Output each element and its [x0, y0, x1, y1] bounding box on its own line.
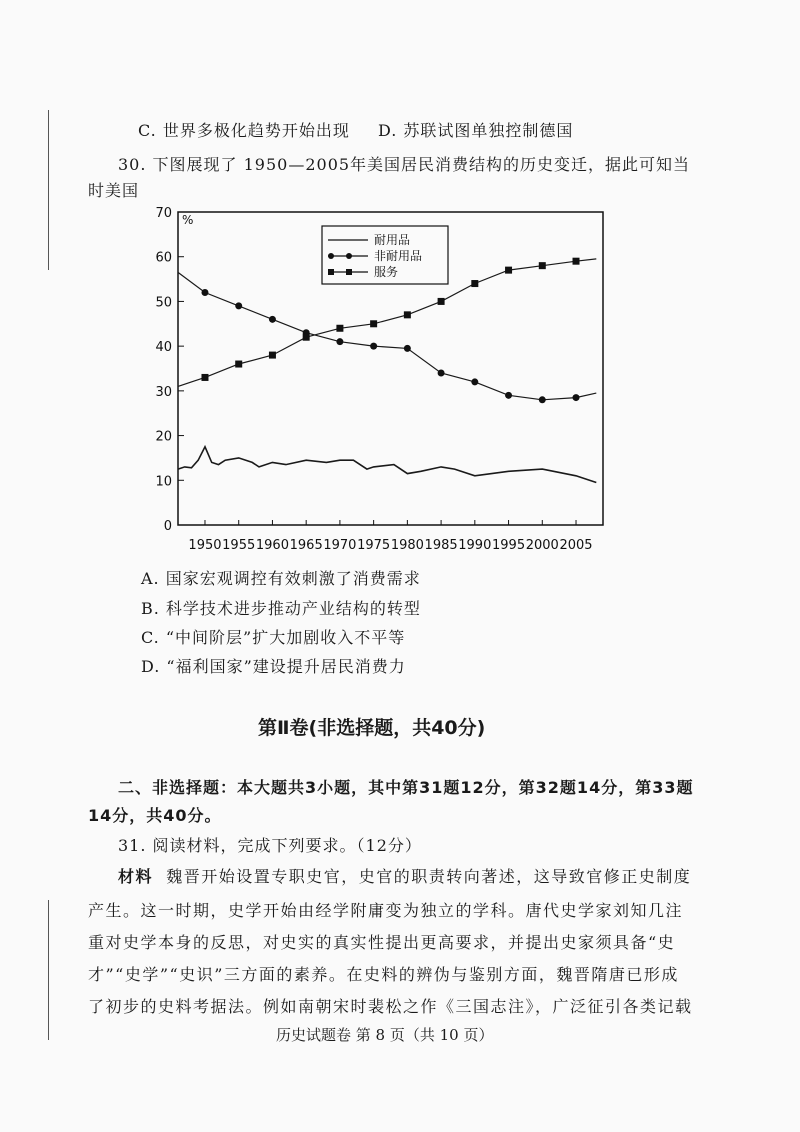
- material-label: 材料: [118, 867, 154, 886]
- q30-option-a: A. 国家宏观调控有效刺激了消费需求: [141, 569, 421, 588]
- x-tick-label: 1970: [323, 538, 357, 553]
- y-tick-label: 70: [155, 206, 172, 221]
- services-point: [336, 325, 343, 332]
- services-point: [370, 320, 377, 327]
- x-tick-label: 1965: [289, 538, 323, 553]
- y-tick-label: 0: [163, 519, 172, 534]
- services-point: [235, 361, 242, 368]
- consumption-chart: [0, 0, 800, 560]
- services-point: [404, 311, 411, 318]
- services-point: [201, 374, 208, 381]
- y-tick-label: 30: [155, 384, 172, 400]
- nondurable-point: [235, 302, 242, 309]
- nondurable-point: [471, 378, 478, 385]
- q30-stem-line2: 时美国: [88, 181, 140, 200]
- services-point: [573, 258, 580, 265]
- q31-stem: 31. 阅读材料，完成下列要求。（12分）: [118, 836, 422, 855]
- x-tick-label: 1960: [255, 538, 289, 553]
- q30-option-d: D. “福利国家”建设提升居民消费力: [141, 657, 406, 676]
- q31-material-line5: 了初步的史料考据法。例如南朝宋时裴松之作《三国志注》，广泛征引各类记载: [88, 997, 693, 1016]
- nondurable-point: [269, 316, 276, 323]
- legend-label-1: 耐用品: [374, 233, 411, 247]
- q29-option-d: D. 苏联试图单独控制德国: [378, 121, 574, 140]
- nondurable-point: [201, 289, 208, 296]
- q30-stem-line1: 30. 下图展现了 1950—2005年美国居民消费结构的历史变迁，据此可知当: [118, 155, 691, 174]
- page-footer: 历史试题卷 第 8 页（共 10 页）: [276, 1026, 494, 1044]
- x-tick-label: 1980: [390, 538, 424, 553]
- legend-label-2: 非耐用品: [374, 249, 423, 263]
- q31-material-line1: [118, 864, 691, 887]
- legend-marker-square: [346, 269, 352, 275]
- nondurable-point: [336, 338, 343, 345]
- q30-option-c: C. “中间阶层”扩大加剧收入不平等: [141, 628, 406, 647]
- nondurable-point: [438, 369, 445, 376]
- y-tick-label: 10: [155, 474, 172, 490]
- y-unit-label: %: [182, 213, 194, 227]
- x-tick-label: 1995: [492, 538, 526, 553]
- part2-title: 第Ⅱ卷(非选择题，共40分): [258, 717, 486, 739]
- legend-marker-circle: [328, 253, 334, 259]
- nondurable-point: [539, 396, 546, 403]
- services-point: [303, 334, 310, 341]
- part2-instructions-line2: 14分，共40分。: [88, 806, 222, 825]
- y-tick-label: 50: [155, 295, 172, 311]
- services-point: [438, 298, 445, 305]
- x-tick-label: 2000: [525, 538, 559, 553]
- q29-option-c: C. 世界多极化趋势开始出现: [138, 121, 350, 140]
- x-tick-label: 1985: [424, 538, 458, 553]
- x-tick-label: 2005: [559, 538, 593, 553]
- margin-mark-bottom: [48, 900, 49, 1040]
- q31-material-line4: 才”“史学”“史识”三方面的素养。在史料的辨伪与鉴别方面，魏晋隋唐已形成: [88, 965, 679, 984]
- x-tick-label: 1975: [357, 538, 391, 553]
- services-point: [539, 262, 546, 269]
- x-tick-label: 1950: [188, 538, 222, 553]
- nondurable-point: [505, 392, 512, 399]
- services-point: [269, 352, 276, 359]
- x-tick-label: 1990: [458, 538, 492, 553]
- legend-label-3: 服务: [374, 265, 399, 279]
- nondurable-point: [370, 343, 377, 350]
- x-tick-label: 1955: [222, 538, 256, 553]
- services-point: [471, 280, 478, 287]
- series-line-1: [178, 447, 596, 483]
- nondurable-point: [404, 345, 411, 352]
- q31-material-line3: 重对史学本身的反思，对史实的真实性提出更高要求，并提出史家须具备“史: [88, 933, 676, 952]
- part2-instructions-line1: 二、非选择题：本大题共3小题，其中第31题12分，第32题14分，第33题: [118, 778, 694, 797]
- nondurable-point: [573, 394, 580, 401]
- services-point: [505, 267, 512, 274]
- material-text-1: 魏晋开始设置专职史官，史官的职责转向著述，这导致官修正史制度: [166, 867, 692, 886]
- q30-option-b: B. 科学技术进步推动产业结构的转型: [141, 599, 421, 618]
- y-tick-label: 40: [155, 340, 172, 356]
- q31-material-line2: 产生。这一时期，史学开始由经学附庸变为独立的学科。唐代史学家刘知几注: [88, 901, 684, 920]
- y-tick-label: 60: [155, 250, 172, 266]
- series-line-2: [178, 272, 596, 399]
- legend-marker-circle: [346, 253, 352, 259]
- legend-marker-square: [328, 269, 334, 275]
- y-tick-label: 20: [155, 429, 172, 445]
